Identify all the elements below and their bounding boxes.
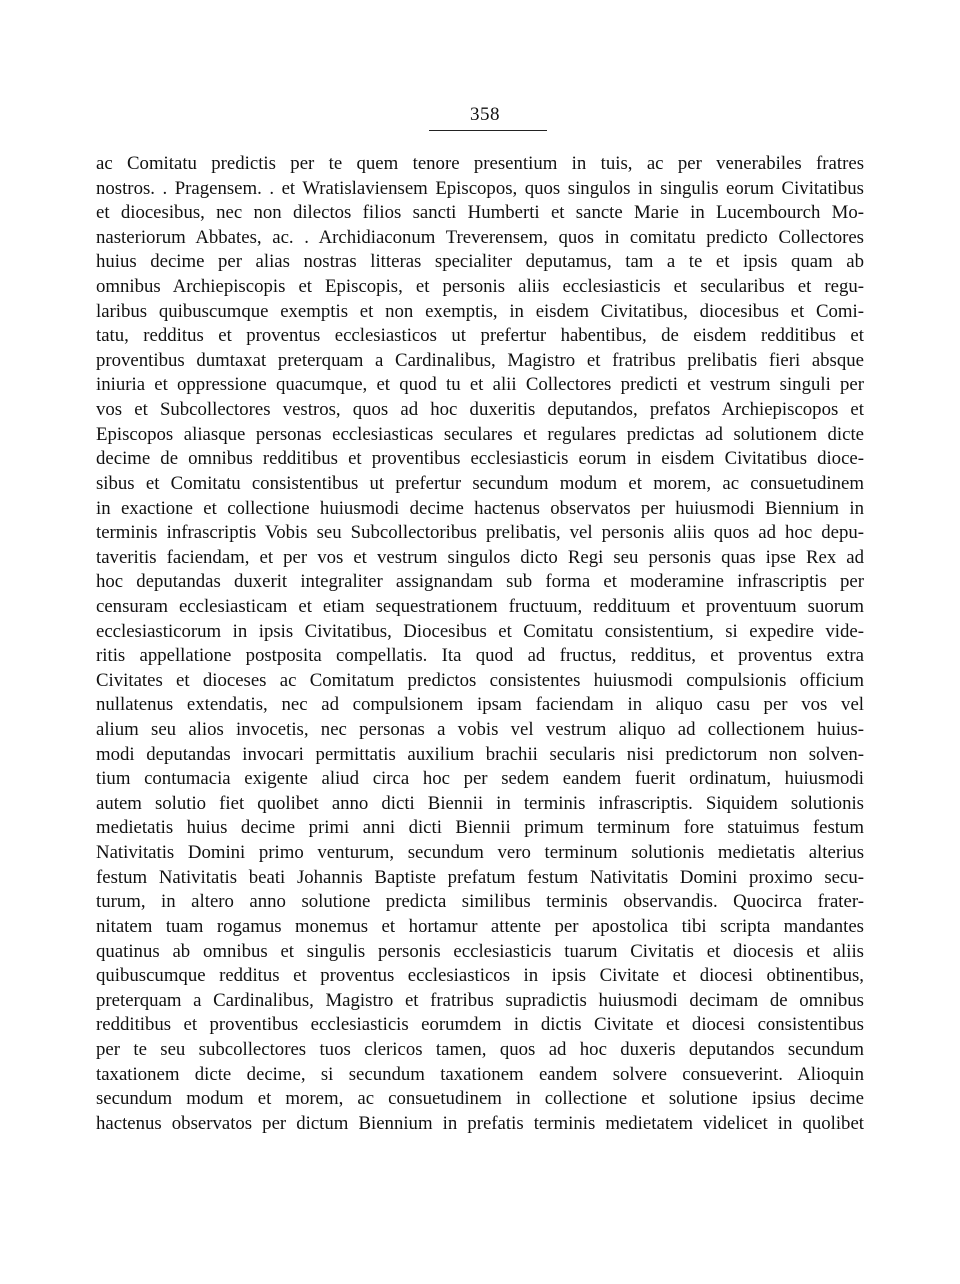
text-line: hoc deputandas duxerit integraliter assignandam sub forma et moderamine infrascriptis per [96, 571, 864, 593]
text-line: turum, in altero anno solutione predicta similibus terminis observandis. Quocirca frater- [96, 891, 864, 913]
text-line: sibus et Comitatu consistentibus ut prefertur secundum modum et morem, ac consuetudinem [96, 472, 864, 494]
text-line: ritis appellatione postposita compellatis. Ita quod ad fructus, redditus, et proventus extra [96, 645, 864, 667]
text-line: nostros. . Pragensem. . et Wratislaviensem Episcopos, quos singulos in singulis eorum Civitatibus [96, 177, 864, 199]
text-line: nasteriorum Abbates, ac. . Archidiaconum Treverensem, quos in comitatu predicto Collectores [96, 226, 864, 248]
text-line: huius decime per alias nostras litteras specialiter deputamus, tam a te et ipsis quam ab [96, 251, 864, 273]
page-number-rule [429, 130, 547, 131]
text-line: alium seu alios invocetis, nec personas a vobis vel vestrum aliquo ad collectionem huius- [96, 719, 864, 741]
text-line: Nativitatis Domini primo venturum, secundum vero terminum solutionis medietatis alterius [96, 842, 864, 864]
text-line: secundum modum et morem, ac consuetudinem in collectione et solutione ipsius decime [96, 1088, 864, 1110]
text-line: tatu, redditus et proventus ecclesiasticos ut prefertur habentibus, de eisdem redditibus et [96, 325, 864, 347]
text-line: decime de omnibus redditibus et proventibus ecclesiasticis eorum in eisdem Civitatibus dioce- [96, 448, 864, 470]
text-line: in exactione et collectione huiusmodi decime hactenus observatos per huiusmodi Biennium in [96, 497, 864, 519]
text-line: tium contumacia exigente aliud circa hoc per sedem eandem fuerit ordinatum, huiusmodi [96, 768, 864, 790]
text-line: quatinus ab omnibus et singulis personis ecclesiasticis tuarum Civitatis et diocesis et aliis [96, 940, 864, 962]
body-text [96, 152, 864, 1136]
text-line: iniuria et oppressione quacumque, et quod tu et alii Collectores predicti et vestrum singuli per [96, 374, 864, 396]
text-line: autem solutio fiet quolibet anno dicti Biennii in terminis infrascriptis. Siquidem solutionis [96, 792, 864, 814]
text-line: laribus quibuscumque exemptis et non exemptis, in eisdem Civitatibus, diocesibus et Comi- [96, 300, 864, 322]
text-line: nullatenus extendatis, nec ad compulsionem ipsam faciendam in aliquo casu per vos vel [96, 694, 864, 716]
text-line: taxationem dicte decime, si secundum taxationem eandem solvere consueverint. Alioquin [96, 1063, 864, 1085]
text-line: ac Comitatu predictis per te quem tenore presentium in tuis, ac per venerabiles fratres [96, 153, 864, 174]
text-line: nitatem tuam rogamus monemus et hortamur attente per apostolica tibi scripta mandantes [96, 915, 864, 937]
text-line: ecclesiasticorum in ipsis Civitatibus, Diocesibus et Comitatu consistentium, si expedire vide- [96, 620, 864, 642]
text-line: proventibus dumtaxat preterquam a Cardinalibus, Magistro et fratribus prelibatis fieri absque [96, 349, 864, 371]
text-line: Episcopos aliasque personas ecclesiasticas seculares et regulares predictas ad solutionem dicte [96, 423, 864, 445]
text-line: per te seu subcollectores tuos clericos tamen, quos ad hoc duxeris deputandos secundum [96, 1038, 864, 1060]
text-line: redditibus et proventibus ecclesiasticis eorumdem in dictis Civitate et diocesi consistentibus [96, 1014, 864, 1036]
text-line: preterquam a Cardinalibus, Magistro et fratribus supradictis huiusmodi decimam de omnibus [96, 989, 864, 1011]
text-line: taveritis faciendam, et per vos et vestrum singulos dicto Regi seu personis quas ipse Rex ad [96, 546, 864, 568]
text-line: hactenus observatos per dictum Biennium in prefatis terminis medietatem videlicet in quolibet [96, 1112, 864, 1134]
text-line: omnibus Archiepiscopis et Episcopis, et personis aliis ecclesiasticis et secularibus et regu- [96, 276, 864, 298]
text-line: vos et Subcollectores vestros, quos ad hoc duxeritis deputandos, prefatos Archiepiscopos et [96, 399, 864, 421]
text-line: Civitates et dioceses ac Comitatum predictos consistentes huiusmodi compulsionis officium [96, 669, 864, 691]
text-line: modi deputandas invocari permittatis auxilium brachii secularis nisi predictorum non solven- [96, 743, 864, 765]
text-line: medietatis huius decime primi anni dicti Biennii primum terminum fore statuimus festum [96, 817, 864, 839]
text-line: quibuscumque redditus et proventus ecclesiasticos in ipsis Civitate et diocesi obtinentibus, [96, 965, 864, 987]
text-line: festum Nativitatis beati Johannis Baptiste prefatum festum Nativitatis Domini proximo secu- [96, 866, 864, 888]
text-line: terminis infrascriptis Vobis seu Subcollectoribus prelibatis, vel personis aliis quos ad hoc depu- [96, 522, 864, 544]
page-number: 358 [470, 104, 500, 125]
text-line: et diocesibus, nec non dilectos filios sancti Humberti et sancte Marie in Lucembourch Mo- [96, 202, 864, 224]
text-line: censuram ecclesiasticam et etiam sequestrationem fructuum, reddituum et proventuum suorum [96, 595, 864, 617]
